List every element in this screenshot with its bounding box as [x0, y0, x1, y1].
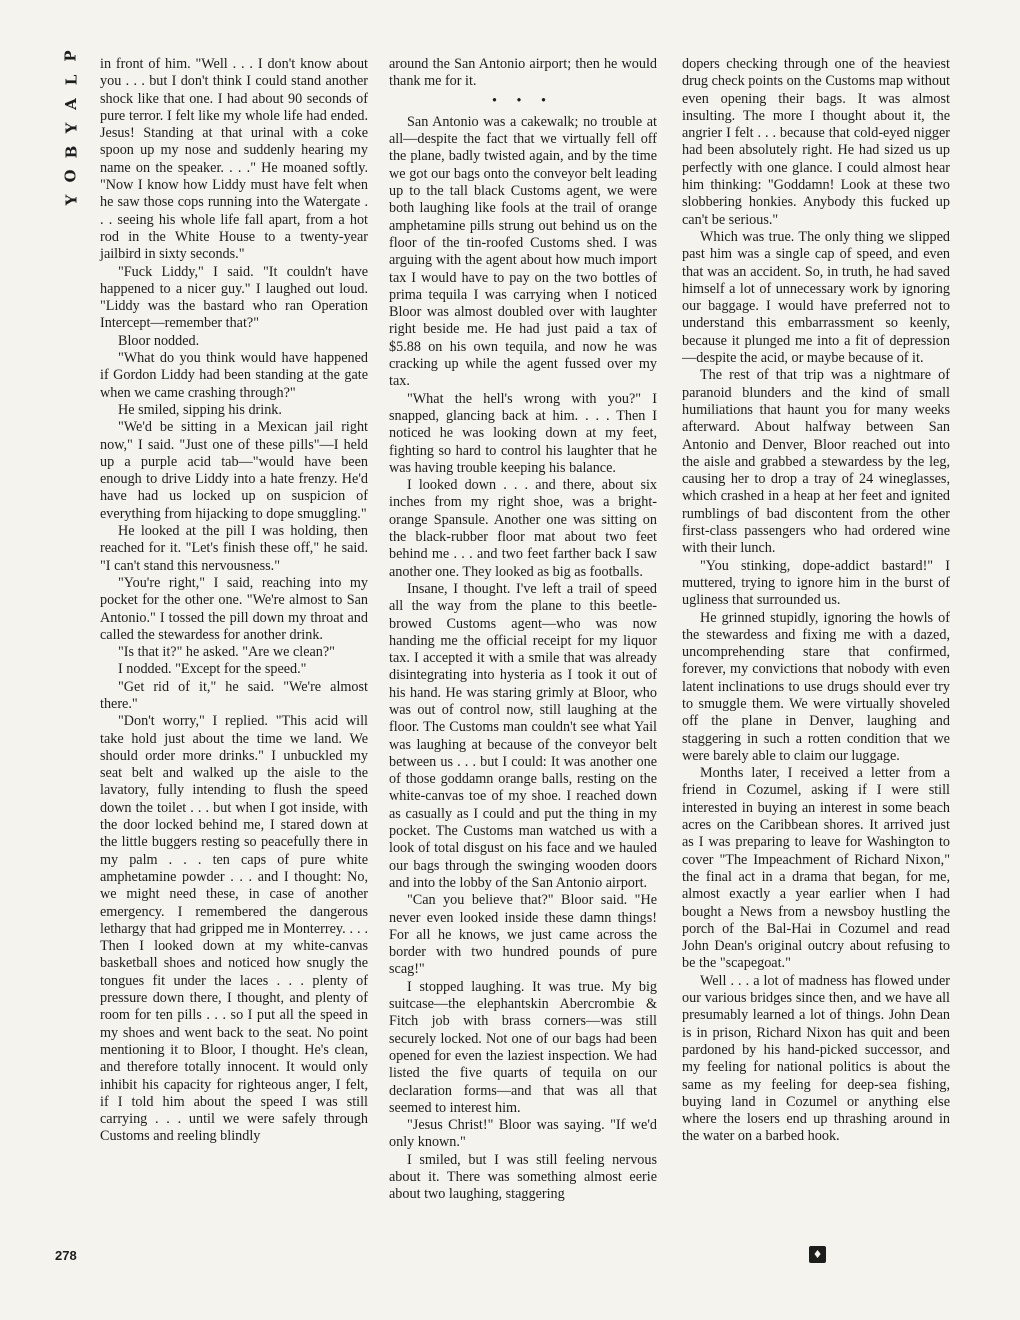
paragraph: San Antonio was a cakewalk; no trouble at all—despite the fact that we virtually fell off the plane, badly twisted again, and by the time we got our bags onto the conveyor belt leading up to the tall black Customs agent, we were both laughing like fools at the trail of orange amphetamine pills strung out behind us on the floor of the tin-roofed Customs shed. I was arguing with the agent about how much import tax I would have to pay on the two bottles of prima tequila I was carrying when I noticed Bloor was almost doubled over with laughter right beside me. He had just paid a tax of $5.88 on his own tequila, and now he was cracking up while the agent fussed over my tax. [389, 113, 657, 390]
article-column-2 [389, 56, 657, 1204]
paragraph: "We'd be sitting in a Mexican jail right now," I said. "Just one of these pills"—I held up a purple acid tab—"would have been enough to drive Liddy into a hate frenzy. He'd have had us locked up on suspicion of everything from hijacking to dope smuggling." [100, 419, 368, 522]
masthead-letter: A [61, 98, 80, 110]
paragraph: dopers checking through one of the heaviest drug check points on the Customs map without even opening their bags. It was almost insulting. The more I thought about it, the angrier I felt . . . because that cold-eyed nigger had been absolutely right. He had sized us up perfectly with one glance. I could almost hear him thinking: "Goddamn! Look at these two slobbering honkies. Anybody this fucked up can't be serious." [682, 56, 950, 228]
paragraph: I smiled, but I was still feeling nervous about it. There was something almost eerie about two laughing, staggering [389, 1151, 657, 1203]
masthead-letter: Y [62, 194, 80, 206]
masthead-letter: O [61, 169, 80, 183]
paragraph: in front of him. "Well . . . I don't know about you . . . but I don't think I could stand another shock like that one. I had about 90 seconds of pure terror. I felt like my whole life had ended. Jesus! Standing at that urinal with a coke spoon up my nose and suddenly hearing my name on the speaker. . . ." He moaned softly. "Now I know how Liddy must have felt when he saw those cops running into the Watergate . . . seeing his whole life fall apart, from a hot rod in the White House to a twenty-year jailbird in sixty seconds." [100, 56, 368, 263]
paragraph: He grinned stupidly, ignoring the howls of the stewardess and fixing me with a dazed, uncomprehending stare that confirmed, forever, my convictions that nobody with even latent inclinations to use drugs should ever try to smuggle them. We were virtually shoveled off the plane in Denver, laughing and staggering in such a rotten condition that we were barely able to claim our luggage. [682, 609, 950, 764]
paragraph: "What the hell's wrong with you?" I snapped, glancing back at him. . . . Then I noticed he was looking down at my feet, fighting so hard to control his laughter that he was having trouble keeping his balance. [389, 390, 657, 476]
paragraph: He looked at the pill I was holding, then reached for it. "Let's finish these off," he said. "I can't stand this nervousness." [100, 523, 368, 574]
paragraph: "Get rid of it," he said. "We're almost there." [100, 678, 368, 712]
article-column-1 [100, 56, 368, 1146]
magazine-masthead [56, 44, 86, 212]
paragraph: "Is that it?" he asked. "Are we clean?" [118, 644, 335, 661]
paragraph: "Can you believe that?" Bloor said. "He never even looked inside these damn things! For all he knows, we just came across the border with two hundred pounds of pure scag!" [389, 892, 657, 978]
masthead-letter: B [62, 145, 80, 159]
paragraph: He smiled, sipping his drink. [118, 401, 282, 418]
paragraph: "Fuck Liddy," I said. "It couldn't have happened to a nicer guy." I laughed out loud. "Liddy was the bastard who ran Operation Intercept—remember that?" [100, 263, 368, 332]
paragraph: Insane, I thought. I've left a trail of speed all the way from the plane to this beetle-browed Customs agent—who was now handing me the official receipt for my liquor tax. I accepted it with a smile that was already disintegrating into hysteria as I took it out of his hand. He was staring grimly at Bloor, who was out of control now, still laughing at the floor. The Customs man couldn't see what Yail was laughing at because of the conveyor belt between us . . . but I could: It was another one of those goddamn orange balls, resting on the white-canvas toe of my shoe. I reached down as casually as I could and put the thing in my pocket. The Customs man watched us with a look of total disgust on his face and we hauled our bags through the swinging wooden doors and into the lobby of the San Antonio airport. [389, 580, 657, 891]
paragraph: "You're right," I said, reaching into my pocket for the other one. "We're almost to San Antonio." I tossed the pill down my throat and called the stewardess for another drink. [100, 574, 368, 643]
masthead-letter: Y [62, 122, 80, 134]
paragraph: Months later, I received a letter from a friend in Cozumel, asking if I were still interested in buying an interest in some beach acres on the Caribbean shores. It arrived just as I was preparing to leave for Washington to cover "The Impeachment of Richard Nixon," the final act in a drama that began, for me, almost exactly a year earlier when I had bought a News from a newsboy hustling the porch of the Bal-Hai in Cozumel and read John Dean's original outcry about refusing to be the "scapegoat." [682, 765, 950, 972]
paragraph: "Don't worry," I replied. "This acid will take hold just about the time we land. We should order more drinks." I unbuckled my seat belt and walked up the aisle to the lavatory, fully intending to flush the speed down the toilet . . . but when I got inside, with the door locked behind me, I stared down at the little buggers resting so peacefully there in my palm . . . ten caps of pure white amphetamine powder . . . and I thought: No, we might need these, in case of another emergency. I remembered the dangerous lethargy that had gripped me in Monterrey. . . . Then I looked down at my white-canvas basketball shoes and noticed how snugly the tongues fit under the laces . . . plenty of pressure down there, I thought, and plenty of room for ten pills . . . so I put all the speed in my shoes and went back to the seat. No point mentioning it to Bloor, I thought. He's clean, and therefore totally innocent. It would only inhibit his capacity for righteous anger, I felt, if I told him about the speed I was still carrying . . . until we were safely through Customs and reeling blindly [100, 713, 368, 1145]
page-number: 278 [55, 1248, 77, 1263]
paragraph: "What do you think would have happened if Gordon Liddy had been standing at the gate when we came crashing through?" [100, 350, 368, 401]
paragraph: "You stinking, dope-addict bastard!" I muttered, trying to ignore him in the burst of ugliness that surrounded us. [682, 557, 950, 609]
paragraph: Bloor nodded. [118, 332, 200, 349]
section-break: • • • [492, 92, 554, 109]
paragraph: The rest of that trip was a nightmare of paranoid blunders and the kind of small humiliations that haunt you for many weeks afterward. About halfway between San Antonio and Denver, Bloor reached out into the aisle and grabbed a stewardess by the leg, causing her to drop a tray of 24 wineglasses, which crashed in a heap at her feet and ignited rumblings of bad discontent from the other first-class passengers who had ordered wine with their lunch. [682, 367, 950, 557]
paragraph: I looked down . . . and there, about six inches from my right shoe, was a bright-orange Spansule. Another one was sitting on the black-rubber floor mat about two feet behind me . . . and two feet farther back I saw another one. They looked as big as footballs. [389, 477, 657, 580]
paragraph: I nodded. "Except for the speed." [118, 661, 307, 678]
masthead-letter: L [61, 74, 80, 86]
rabbit-head-icon: ♦ [809, 1246, 826, 1263]
paragraph: Which was true. The only thing we slipped past him was a single cap of speed, and even that was an accident. So, in truth, he had saved himself a lot of unnecessary work by ignoring our baggage. I would have preferred not to understand this embarrassment so keenly, because it plunged me into a fit of depression—despite the acid, or maybe because of it. [682, 228, 950, 367]
paragraph: around the San Antonio airport; then he would thank me for it. [389, 56, 657, 90]
paragraph: Well . . . a lot of madness has flowed under our various bridges since then, and we have all presumably learned a lot of things. John Dean is in prison, Richard Nixon has quit and been pardoned by his hand-picked successor, and my feeling for national politics is about the same as my feeling for deep-sea fishing, buying land in Cozumel or anything else where the losers end up thrashing around in the water on a barbed hook. [682, 972, 950, 1145]
paragraph: "Jesus Christ!" Bloor was saying. "If we'd only known." [389, 1117, 657, 1151]
masthead-letter: P [62, 50, 80, 62]
article-column-3 [682, 56, 950, 1146]
paragraph: I stopped laughing. It was true. My big suitcase—the elephantskin Abercrombie & Fitch job with brass corners—was still securely locked. Not one of our bags had been opened for even the laziest inspection. We had listed the five quarts of tequila on our declaration forms—and that was all that seemed to interest him. [389, 978, 657, 1116]
